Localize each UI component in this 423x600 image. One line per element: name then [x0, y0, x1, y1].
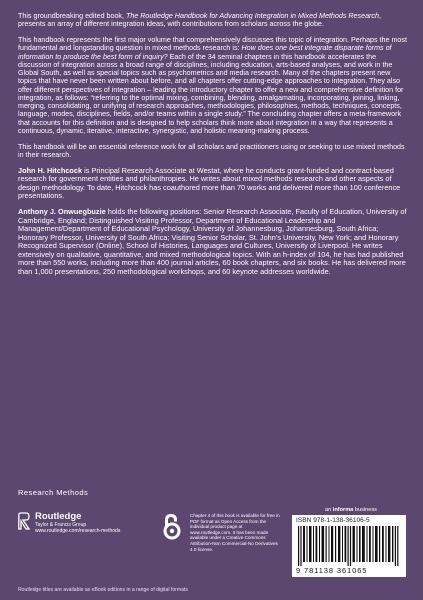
intro-p2-text: This handbook represents the first major volume that comprehensively discusses this topic of integration. Perhaps the most fundamental and longstanding question in mixed methods research is:: [18, 36, 407, 53]
informa-suffix: business: [353, 507, 377, 513]
barcode-number: 9 781138 361065: [296, 566, 368, 575]
bio-hitchcock: [18, 167, 407, 201]
author-name-onwuegbuzie: Anthony J. Onwuegbuzie: [18, 207, 106, 216]
book-title: The Routledge Handbook for Advancing Integration in Mixed Methods Research: [125, 12, 379, 20]
informa-prefix: an: [325, 507, 333, 513]
intro-p2-text-end: Each of the 34 seminal chapters in this handbook accelerates the discussion of integration across a broad range of disciplines, including education, arts-based analyses, and work in the Global South, as well as special topics such as psychometrics and media research. Many of the chapters present new topics that have never been written about before, and all chapters offer cutting-edge approaches to integration. They also offer different perspectives of integration – leading the introductory chapter to offer a new and comprehensive definition for integration, as follows: “referring to the optimal mixing, combining, blending, amalgamating, incorporating, joining, linking, merging, consolidating, or unifying of research approaches, methodologies, philosophies, methods, techniques, concepts, language, modes, disciplines, fields, and/or teams within a single study.” The concluding chapter offers a meta-framework that accounts for this definition and is designed to help scholars think more about integration in a way that represents a continuous, dynamic, iterative, interactive, synergistic, and holistic meaning-making process.: [18, 52, 404, 135]
ebook-note: Routledge titles are available as eBook editions in a range of digital formats: [18, 587, 188, 593]
isbn: ISBN 978-1-138-36106-5: [296, 517, 370, 524]
routledge-icon: [18, 512, 31, 530]
bio-onwuegbuzie: [18, 208, 407, 276]
publisher-url: www.routledge.com/research-methods: [35, 528, 121, 534]
publisher-text: [35, 512, 120, 534]
publisher-group: Taylor & Francis Group: [35, 522, 87, 528]
publisher-name: Routledge: [35, 511, 82, 522]
barcode: [292, 515, 406, 577]
barcode-bars: [298, 526, 400, 566]
intro-paragraph-1: [18, 12, 407, 29]
open-access-note: Chapter 4 of this book is available for free in PDF format as Open Access from the individual product page at www.routledge.com. It has been made available under a Creative Commons Attribution-Non Commercial-No Derivatives 4.0 license.: [190, 513, 280, 552]
cover-text: [18, 12, 407, 284]
footer: [0, 503, 423, 600]
subject-category: Research Methods: [18, 488, 89, 497]
informa-brand: informa: [332, 507, 354, 513]
bio-onwuegbuzie-text: holds the following positions: Senior Research Associate, Faculty of Education, University of Cambridge, England; Distinguished Visiting Professor, Department of Educational Leadership and Management/Department of Educational Psychology, University of Johannesburg, Johannesburg, South Africa; Honorary Professor, University of South Africa; Visiting Senior Scholar, St. John’s University, New York; and Honorary Recognized Supervisor (Online), School of Histories, Languages and Cultures, University of Liverpool. He writes extensively on qualitative, quantitative, and mixed methodological topics. With an h-index of 104, he has had published more than 550 works, including more than 400 journal articles, 60 book chapters, and six books. He has delivered more than 1,000 presentations, 250 methodological workshops, and 60 keynote addresses worldwide.: [18, 207, 407, 276]
open-access-icon: [163, 514, 181, 540]
publisher-logo: [18, 512, 120, 534]
intro-p1-text: This groundbreaking edited book,: [18, 12, 126, 20]
bio-hitchcock-text: is Principal Research Associate at Westat, where he conducts grant-funded and contract-based research for government entities and philanthropies. He writes about mixed methods research and other aspects of design methodology. To date, Hitchcock has coauthored more than 70 works and delivered more than 100 conference presentations.: [18, 165, 401, 200]
informa-tagline: [325, 507, 377, 513]
intro-paragraph-2: [18, 36, 407, 135]
intro-p1-text-end: , presents an array of different integration ideas, with contributions from scholars across the globe.: [18, 12, 381, 29]
intro-paragraph-3: This handbook will be an essential reference work for all scholars and practitioners using or seeking to use mixed methods in their research.: [18, 142, 405, 159]
key-question: How does one best integrate disparate forms of information to produce the best form of inquiry?: [18, 44, 392, 61]
author-name-hitchcock: John H. Hitchcock: [18, 165, 83, 175]
